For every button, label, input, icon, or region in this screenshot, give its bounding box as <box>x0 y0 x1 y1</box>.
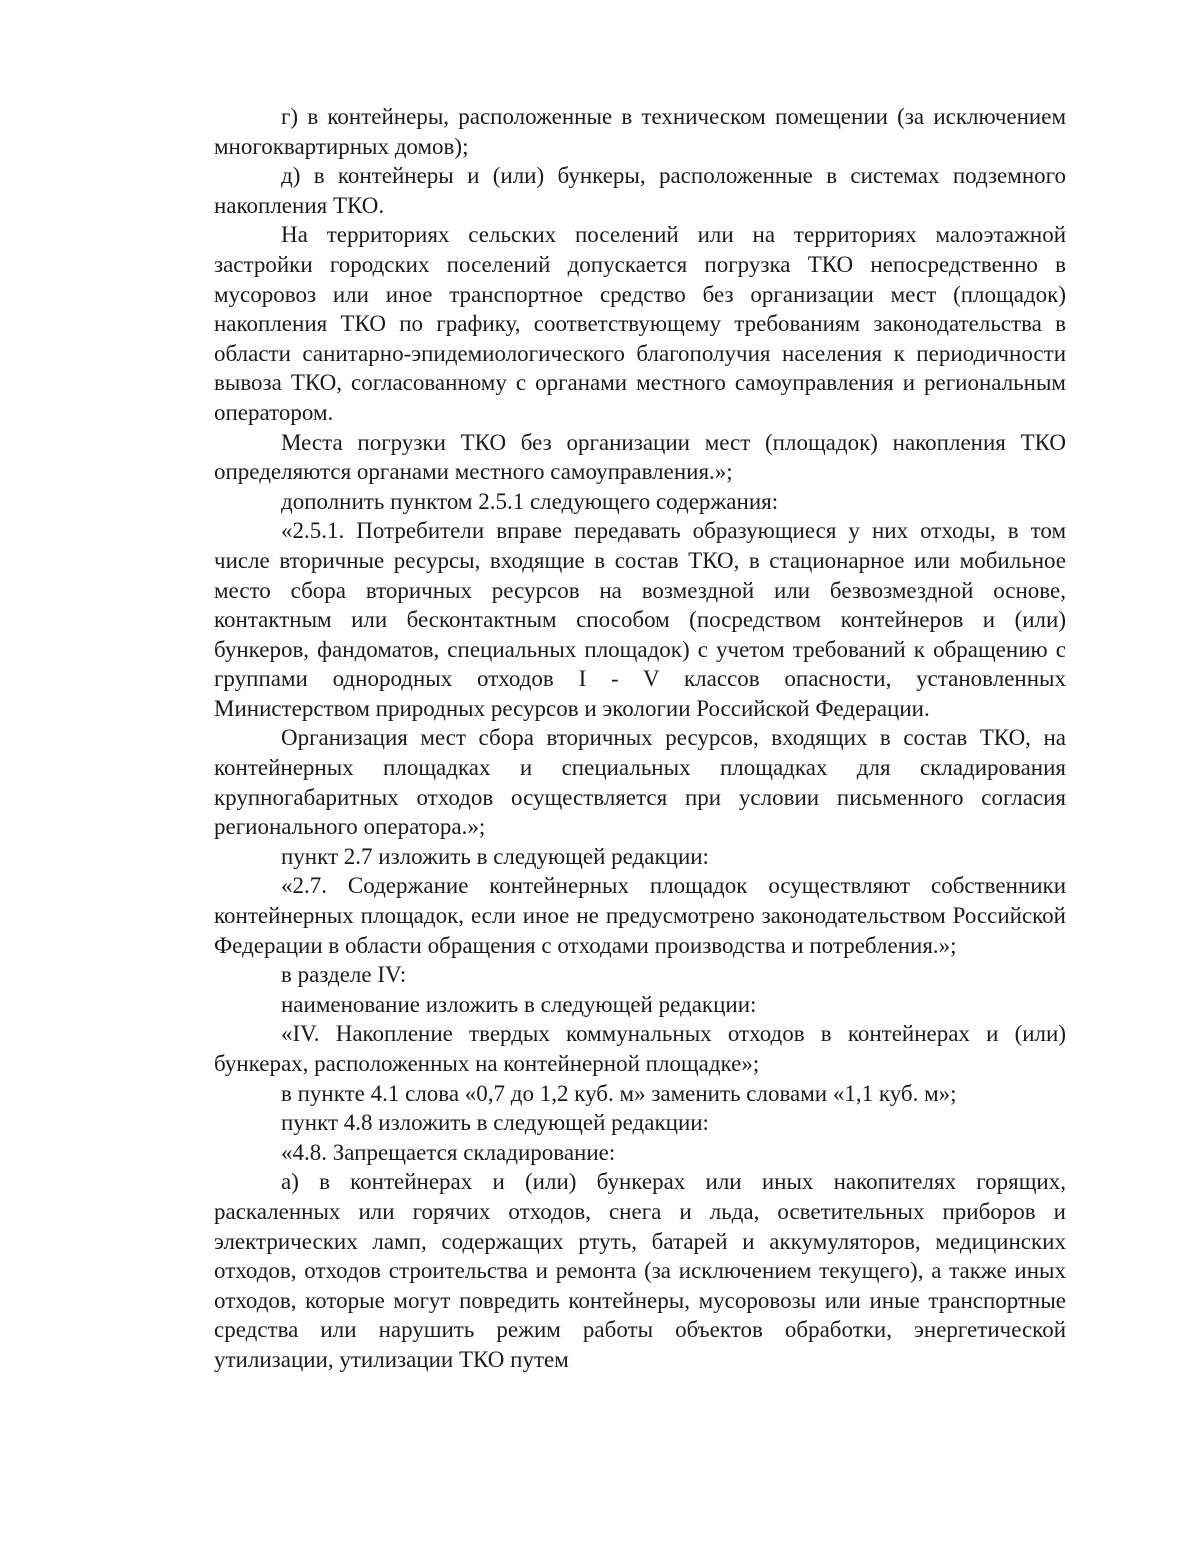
paragraph-2-7-intro: пункт 2.7 изложить в следующей редакции: <box>281 843 709 869</box>
paragraph-iv-title: «IV. Накопление твердых коммунальных отходов в контейнерах и (или) бункерах, расположенных на контейнерной площадке»; <box>214 1021 1066 1076</box>
paragraph-loading-places: Места погрузки ТКО без организации мест (площадок) накопления ТКО определяются органами местного самоуправления.»; <box>214 429 1066 485</box>
paragraph-4-8-a: а) в контейнерах и (или) бункерах или иных накопителях горящих, раскаленных или горячих отходов, снега и льда, осветительных приборов и электрических ламп, содержащих ртуть, батарей и аккумуляторов, медицинских отходов, отходов строительства и ремонта (за исключением текущего), а также иных отходов, которые могут повредить контейнеры, мусоровозы или иные транспортные средства или нарушить режим работы объектов обработки, энергетической утилизации, утилизации ТКО путем <box>214 1169 1066 1372</box>
paragraph-2-5-1: «2.5.1. Потребители вправе передавать образующиеся у них отходы, в том числе вторичные ресурсы, входящие в состав ТКО, в стационарное или мобильное место сбора вторичных ресурсов на возмездной или безвозмездной основе, контактным или бесконтактным способом (посредством контейнеров и (или) бункеров, фандоматов, специальных площадок) с учетом требований к обращению с группами однородных отходов I - V классов опасности, установленных Министерством природных ресурсов и экологии Российской Федерации. <box>214 518 1066 721</box>
paragraph-4-8: «4.8. Запрещается складирование: <box>281 1139 616 1165</box>
paragraph-4-1: в пункте 4.1 слова «0,7 до 1,2 куб. м» заменить словами «1,1 куб. м»; <box>281 1080 957 1106</box>
paragraph-item-g: г) в контейнеры, расположенные в техническом помещении (за исключением многоквартирных домов); <box>214 104 1066 159</box>
paragraph-2-7: «2.7. Содержание контейнерных площадок осуществляют собственники контейнерных площадок, если иное не предусмотрено законодательством Российской Федерации в области обращения с отходами производства и потребления.»; <box>214 873 1066 958</box>
paragraph-item-d: д) в контейнеры и (или) бункеры, расположенные в системах подземного накопления ТКО. <box>214 163 1066 218</box>
paragraph-section-iv: в разделе IV: <box>281 962 407 988</box>
document-page <box>214 102 1066 1375</box>
paragraph-add-2-5-1: дополнить пунктом 2.5.1 следующего содержания: <box>281 488 779 514</box>
paragraph-rural-settlements: На территориях сельских поселений или на территориях малоэтажной застройки городских поселений допускается погрузка ТКО непосредственно в мусоровоз или иное транспортное средство без организации мест (площадок) накопления ТКО по графику, соответствующему требованиям законодательства в области санитарно-эпидемиологического благополучия населения к периодичности вывоза ТКО, согласованному с органами местного самоуправления и региональным оператором. <box>214 222 1066 425</box>
paragraph-secondary-resources: Организация мест сбора вторичных ресурсов, входящих в состав ТКО, на контейнерных площадках и специальных площадках для складирования крупногабаритных отходов осуществляется при условии письменного согласия регионального оператора.»; <box>214 725 1066 840</box>
paragraph-name-edit: наименование изложить в следующей редакции: <box>281 991 757 1017</box>
paragraph-4-8-intro: пункт 4.8 изложить в следующей редакции: <box>281 1110 709 1136</box>
